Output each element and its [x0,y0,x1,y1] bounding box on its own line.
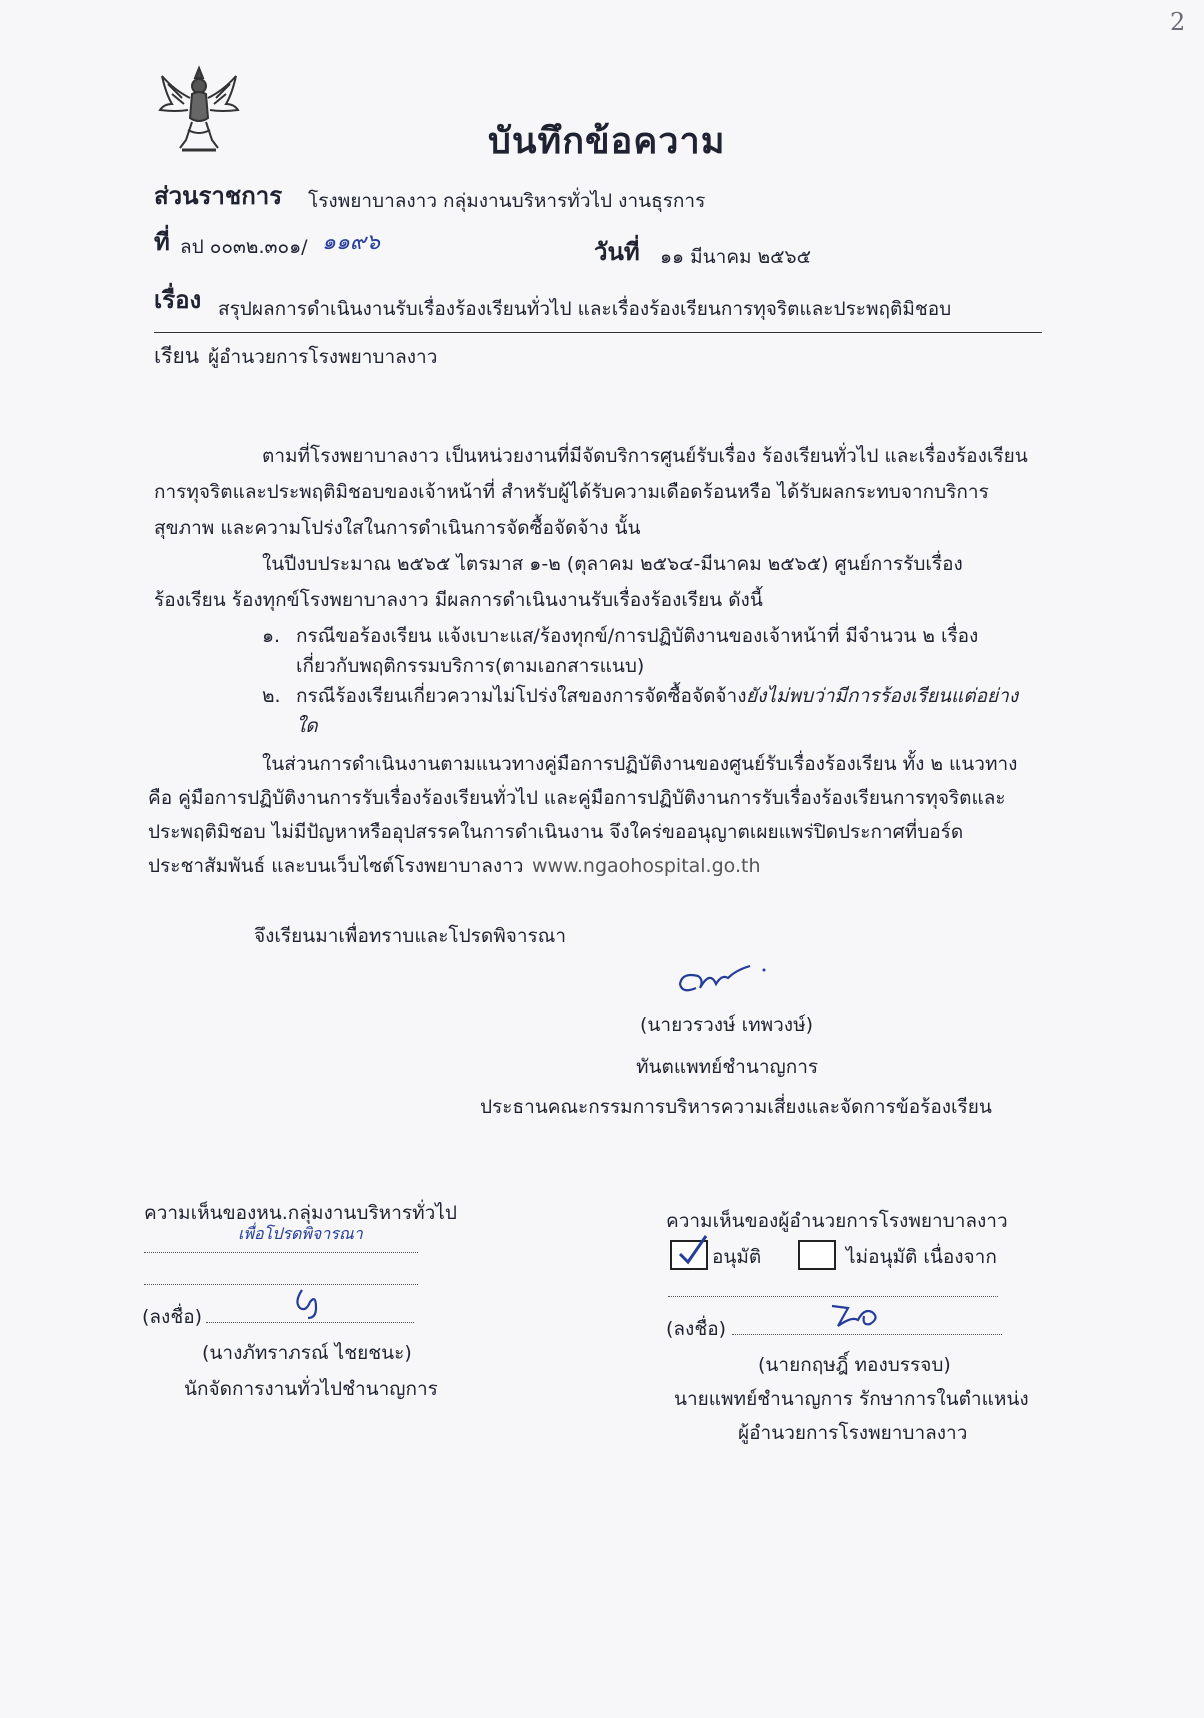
item1-number: ๑. [262,625,281,647]
right-signer-position2: ผู้อำนวยการโรงพยาบาลงาว [738,1422,968,1444]
date-label: วันที่ [594,238,640,266]
right-signer-position: นายแพทย์ชำนาญการ รักษาการในตำแหน่ง [674,1388,1029,1410]
item2-italic-end: ใด [296,715,318,737]
closing-line: จึงเรียนมาเพื่อทราบและโปรดพิจารณา [254,925,567,947]
left-opinion-handwritten: เพื่อโปรดพิจารณา [238,1224,363,1243]
para3-line4: ประชาสัมพันธ์ และบนเว็บไซต์โรงพยาบาลงาว [148,855,524,877]
agency-label: ส่วนราชการ [154,182,283,210]
to-label: เรียน [154,344,200,368]
right-opinion-heading: ความเห็นของผู้อำนวยการโรงพยาบาลงาว [666,1210,1008,1232]
left-signature [290,1284,326,1324]
right-signer-name: (นายกฤษฎิ์ ทองบรรจบ) [758,1354,951,1376]
garuda-emblem-icon [158,64,240,154]
website-url: www.ngaohospital.go.th [532,855,761,877]
approve-checkbox[interactable] [670,1240,708,1270]
page-number: 2 [1170,8,1186,36]
left-sign-label: (ลงชื่อ) [142,1306,203,1328]
para3-line2: คือ คู่มือการปฏิบัติงานการรับเรื่องร้องเรียนทั่วไป และคู่มือการปฏิบัติงานการรับเรื่องร้องเรียนการทุจริตและ [148,787,1006,809]
para2-line1: ในปีงบประมาณ ๒๕๖๕ ไตรมาส ๑-๒ (ตุลาคม ๒๕๖๔-มีนาคม ๒๕๖๕) ศูนย์การรับเรื่อง [262,553,963,575]
item1-line1: กรณีขอร้องเรียน แจ้งเบาะแส/ร้องทุกข์/การปฏิบัติงานของเจ้าหน้าที่ มีจำนวน ๒ เรื่อง [296,625,979,647]
subject-label: เรื่อง [154,286,202,314]
item2-text: กรณีร้องเรียนเกี่ยวความไม่โปร่งใสของการจัดซื้อจัดจ้าง [296,685,747,707]
to-value: ผู้อำนวยการโรงพยาบาลงาว [208,346,438,368]
right-sign-label: (ลงชื่อ) [666,1318,727,1340]
para3-line3: ประพฤติมิชอบ ไม่มีปัญหาหรืออุปสรรคในการดำเนินงาน จึงใคร่ขออนุญาตเผยแพร่ปิดประกาศที่บอร์ด [148,821,964,843]
ref-label: ที่ [154,228,170,256]
disapprove-label: ไม่อนุมัติ เนื่องจาก [846,1246,997,1268]
left-signer-position: นักจัดการงานทั่วไปชำนาญการ [184,1378,438,1400]
item2-number: ๒. [262,685,281,707]
signer-signature [676,958,772,1002]
right-opinion-line [668,1296,998,1297]
para2-line2: ร้องเรียน ร้องทุกข์โรงพยาบาลงาว มีผลการดำเนินงานรับเรื่องร้องเรียน ดังนี้ [154,589,763,611]
para1-line1: ตามที่โรงพยาบาลงาว เป็นหน่วยงานที่มีจัดบริการศูนย์รับเรื่อง ร้องเรียนทั่วไป และเรื่องร้องเรียน [262,445,1028,467]
right-sign-line [732,1334,1002,1335]
left-opinion-heading: ความเห็นของหน.กลุ่มงานบริหารทั่วไป [144,1202,457,1224]
ref-value: ลป ๐๐๓๒.๓๐๑/ [180,236,308,258]
left-opinion-line1 [144,1252,418,1253]
ref-handwritten: ๑๑๙๖ [322,230,381,255]
approve-label: อนุมัติ [712,1246,762,1268]
agency-value: โรงพยาบาลงาว กลุ่มงานบริหารทั่วไป งานธุรการ [308,190,706,212]
signer-position: ทันตแพทย์ชำนาญการ [636,1056,819,1078]
checkmark-icon [676,1232,710,1268]
subject-value: สรุปผลการดำเนินงานรับเรื่องร้องเรียนทั่วไป และเรื่องร้องเรียนการทุจริตและประพฤติมิชอบ [218,298,952,320]
left-opinion-line2 [144,1284,418,1285]
header-divider [154,332,1042,333]
memo-title: บันทึกข้อความ [488,121,726,162]
date-value: ๑๑ มีนาคม ๒๕๖๕ [660,246,811,268]
left-signer-name: (นางภัทราภรณ์ ไชยชนะ) [202,1342,412,1364]
para1-line2: การทุจริตและประพฤติมิชอบของเจ้าหน้าที่ สำหรับผู้ได้รับความเดือดร้อนหรือ ได้รับผลกระทบจากบริการ [154,481,989,503]
para1-line3: สุขภาพ และความโปร่งใสในการดำเนินการจัดซื้อจัดจ้าง นั้น [154,517,641,539]
right-signature [828,1300,884,1332]
item2-italic: ยังไม่พบว่ามีการร้องเรียนแต่อย่าง [746,685,1019,707]
signer-name: (นายวรวงษ์ เทพวงษ์) [640,1014,814,1036]
para3-line1: ในส่วนการดำเนินงานตามแนวทางคู่มือการปฏิบัติงานของศูนย์รับเรื่องร้องเรียน ทั้ง ๒ แนวทาง [262,753,1018,775]
disapprove-checkbox[interactable] [798,1240,836,1270]
signer-role: ประธานคณะกรรมการบริหารความเสี่ยงและจัดการข้อร้องเรียน [480,1096,992,1118]
item1-line2: เกี่ยวกับพฤติกรรมบริการ(ตามเอกสารแนบ) [296,655,645,677]
